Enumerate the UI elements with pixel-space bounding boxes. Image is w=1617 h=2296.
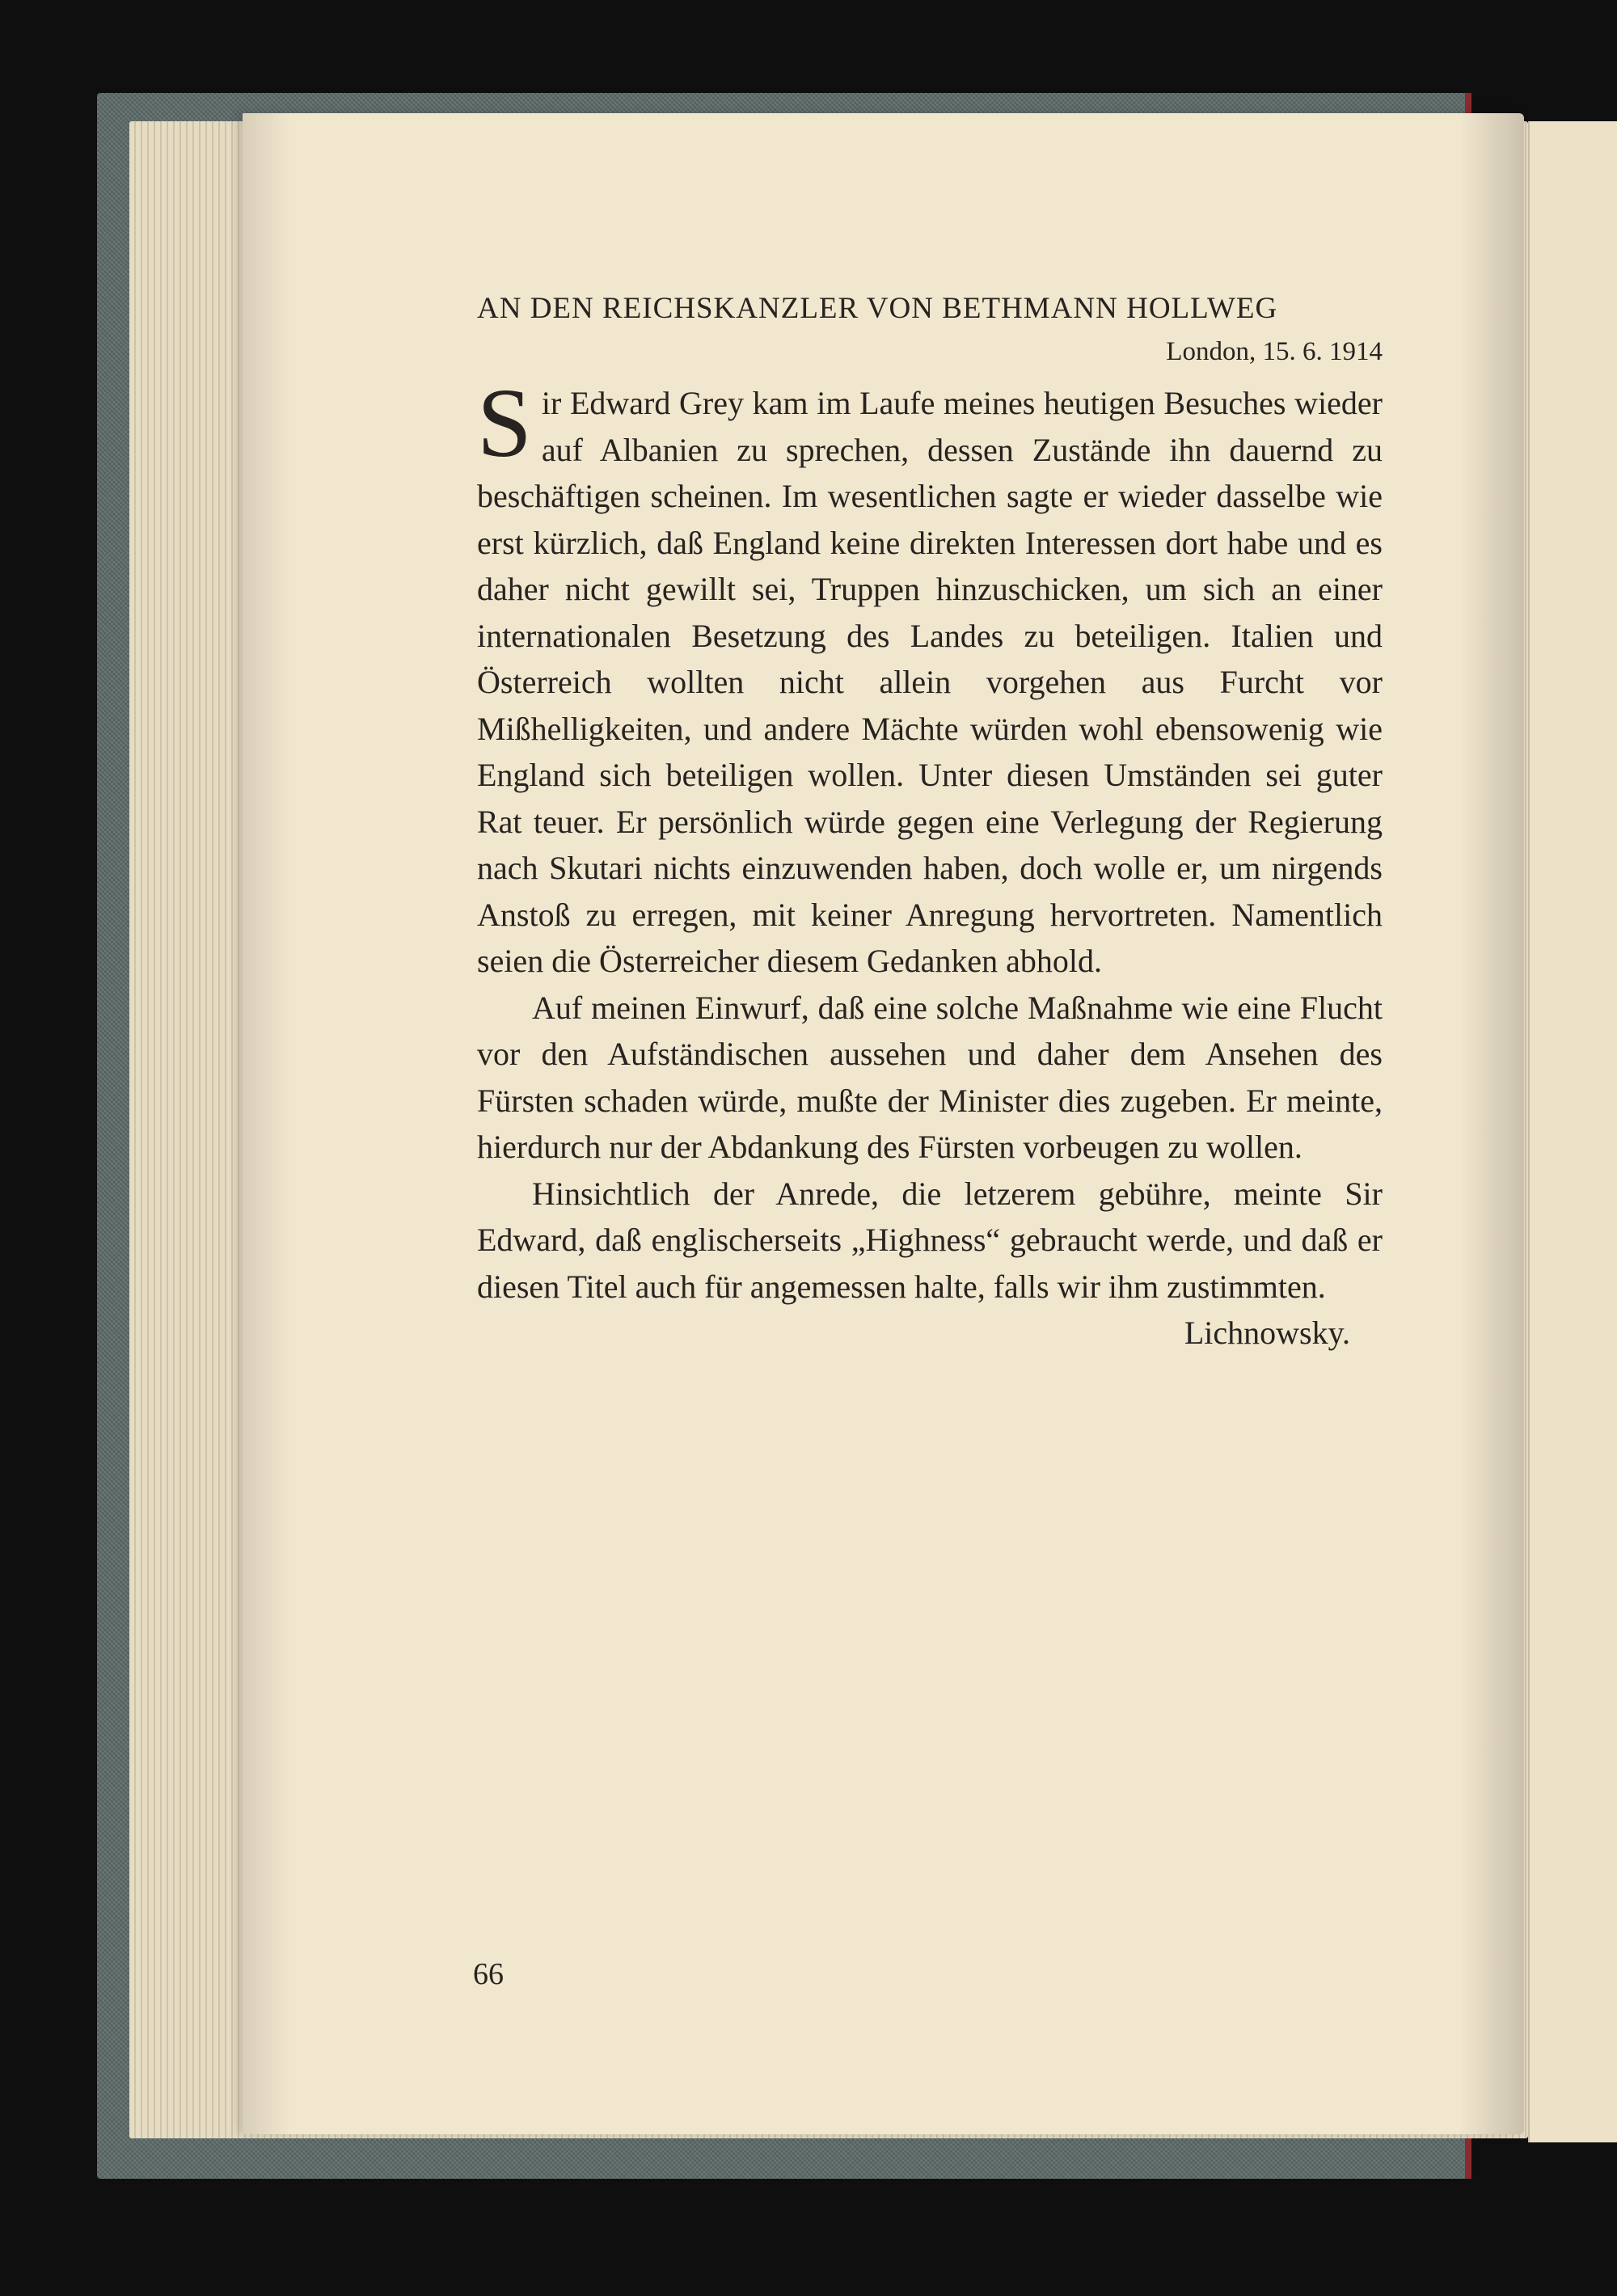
paragraph-1-text: ir Edward Grey kam im Laufe meines heutigen Besuches wieder auf Albanien zu sprechen, dessen Zustände ihn dauernd zu beschäftigen scheinen. Im wesentlichen sagte er wieder dasselbe wie erst kürzlich, daß England keine direkten Interessen dort habe und es daher nicht gewillt sei, Truppen hinzuschicken, um sich an einer internationalen Besetzung des Landes zu beteiligen. Italien und Österreich wollten nicht allein vorgehen aus Furcht vor Mißhelligkeiten, und andere Mächte würden wohl ebensowenig wie England sich beteiligen wollen. Unter diesen Umständen sei guter Rat teuer. Er persönlich würde gegen eine Verlegung der Regierung nach Skutari nichts einzuwenden haben, doch wolle er, um nirgends Anstoß zu erregen, mit keiner Anregung hervortreten. Namentlich seien die Österreicher diesem Gedanken abhold. — [477, 385, 1383, 979]
letter-heading: AN DEN REICHSKANZLER VON BETHMANN HOLLWEG — [477, 292, 1278, 325]
paragraph-3: Hinsichtlich der Anrede, die letzerem gebühre, meinte Sir Edward, daß englischerseits „Highness“ gebraucht werde, und daß er diesen Titel auch für angemessen halte, falls wir ihm zustimmten. — [477, 1175, 1383, 1305]
paragraph-2: Auf meinen Einwurf, daß eine solche Maßnahme wie eine Flucht vor den Aufständischen aussehen und daher dem Ansehen des Fürsten schaden würde, mußte der Minister dies zugeben. Er meinte, hierdurch nur der Abdankung des Fürsten vorbeugen zu wollen. — [477, 989, 1383, 1165]
drop-cap: S — [477, 369, 532, 478]
letter-dateline: London, 15. 6. 1914 — [1166, 337, 1383, 366]
signature: Lichnowsky. — [1184, 1315, 1350, 1351]
page-number: 66 — [473, 1957, 504, 1991]
paragraph-1 — [477, 369, 1383, 985]
letter-body — [477, 291, 1383, 1357]
facing-page-edge — [1528, 121, 1617, 2142]
